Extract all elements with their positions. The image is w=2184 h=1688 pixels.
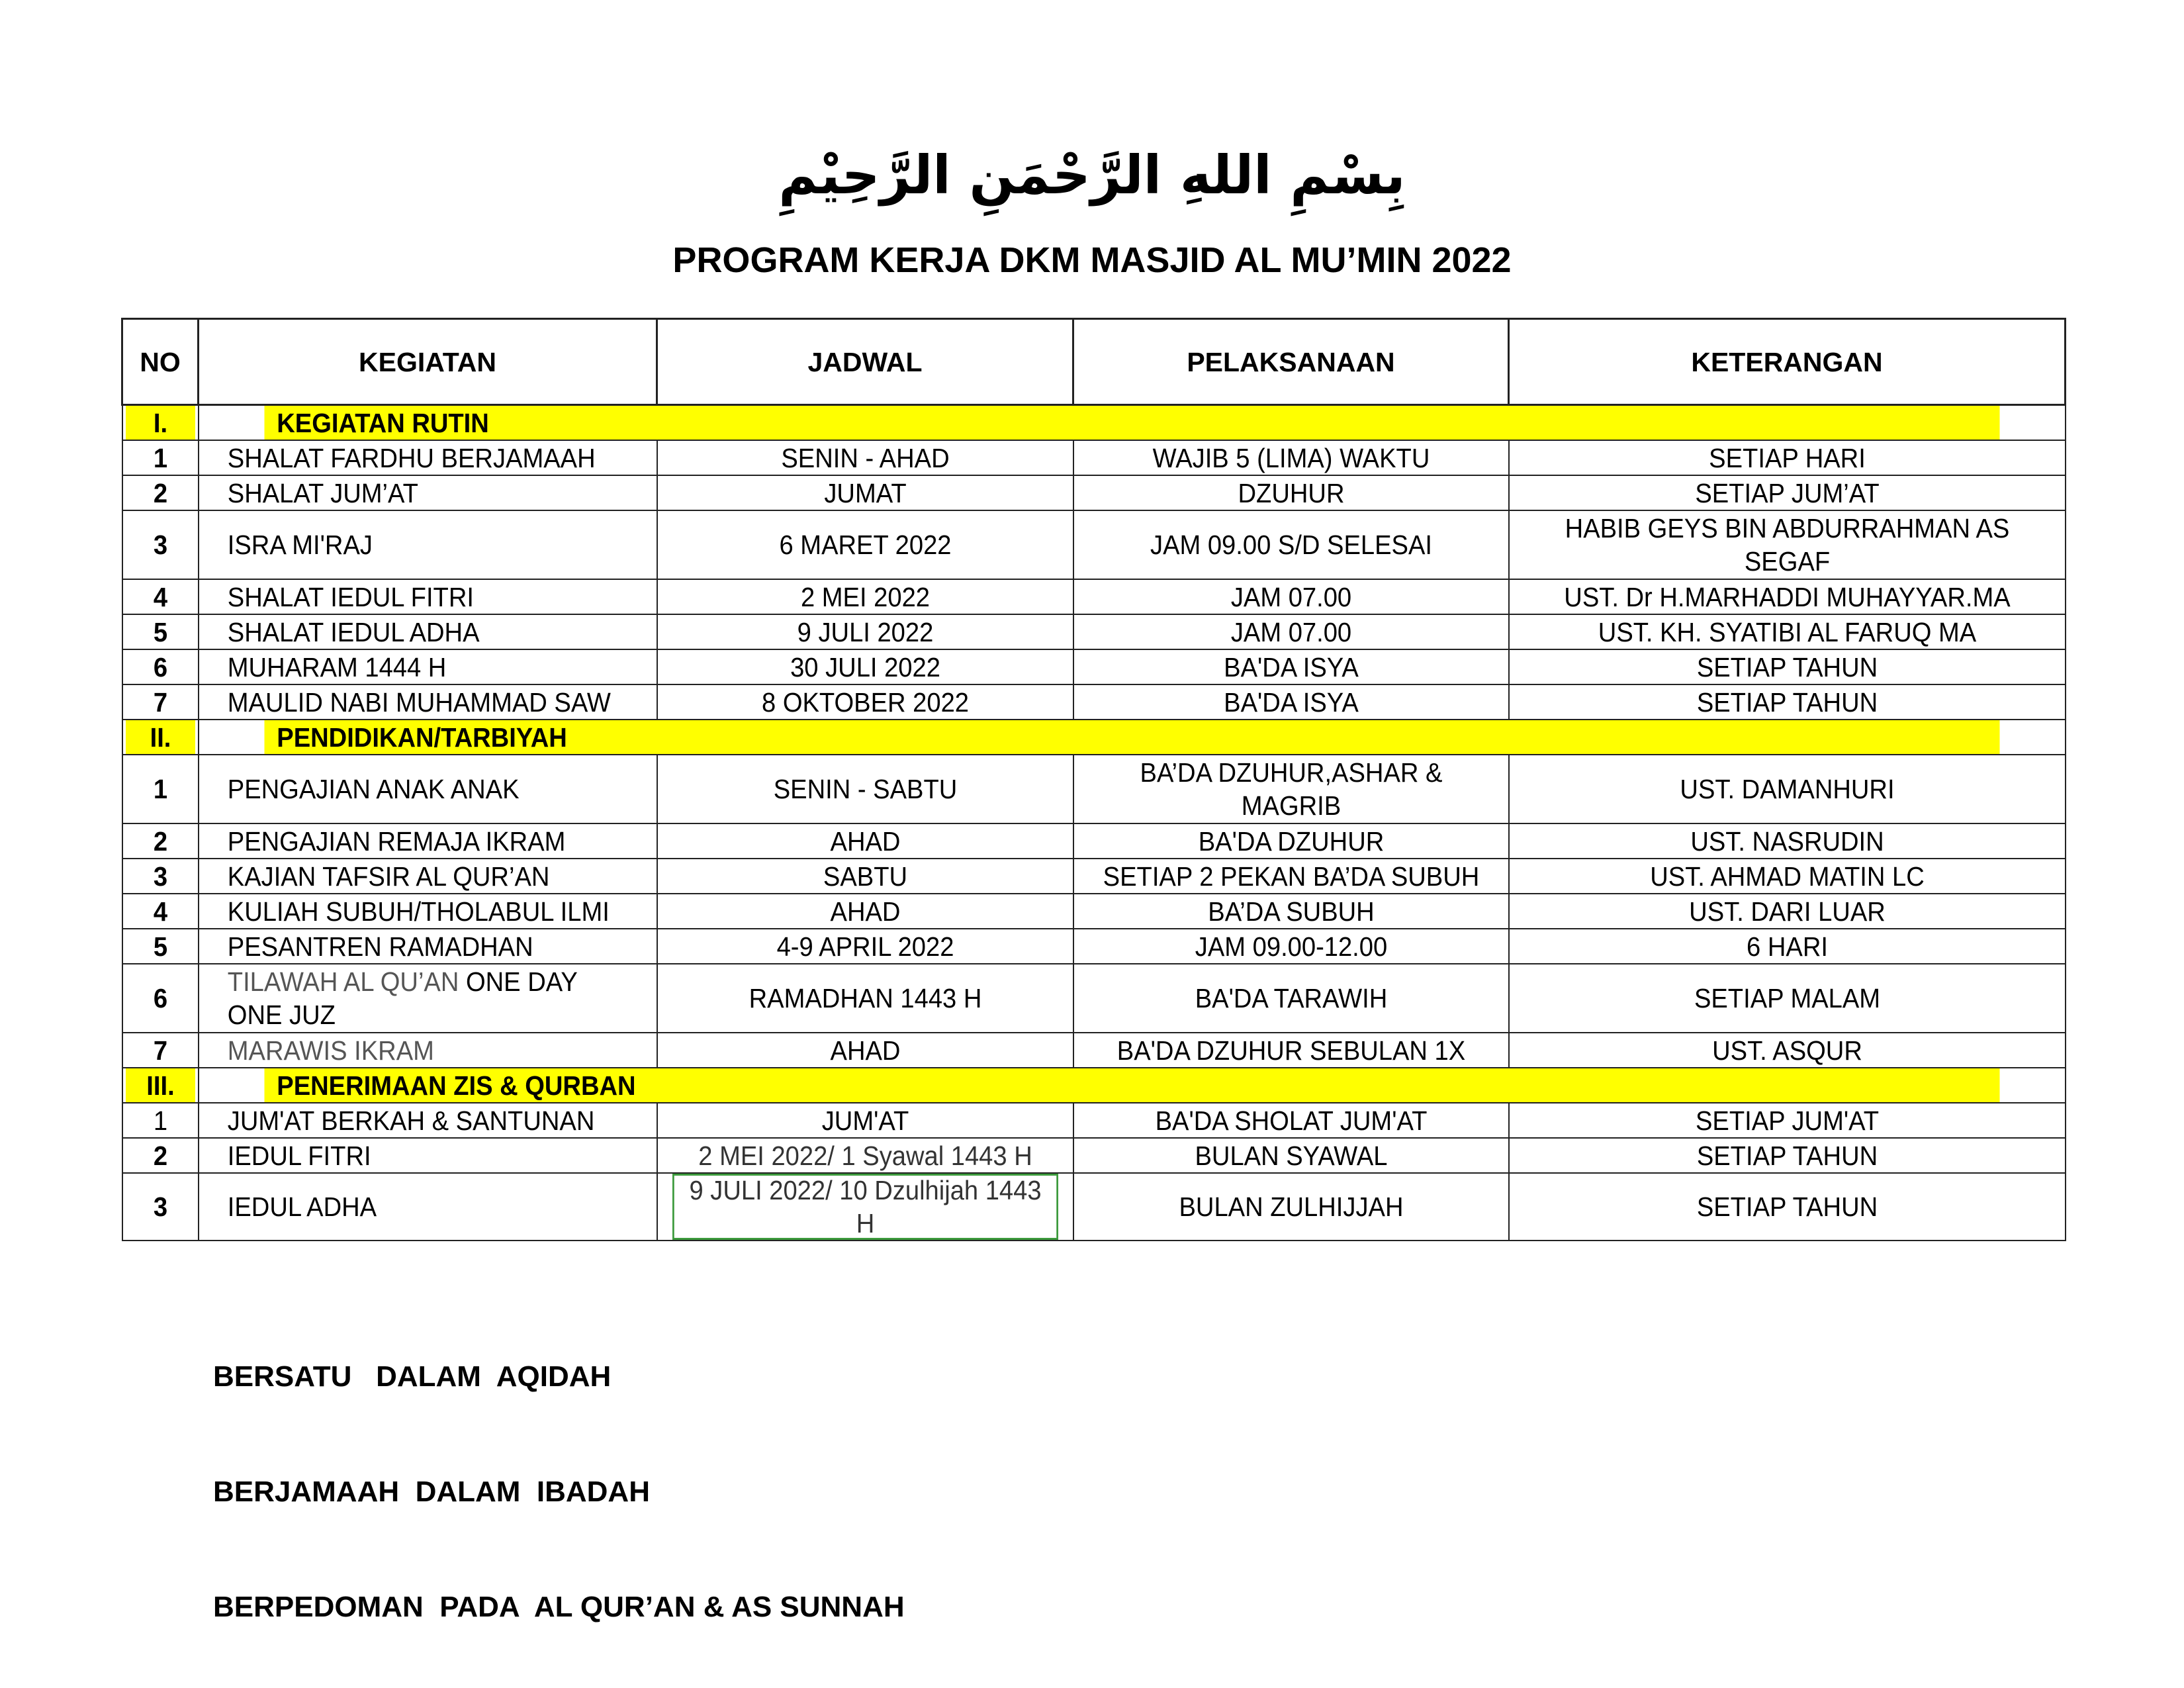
table-row	[122, 475, 2066, 510]
row-kegiatan: SHALAT JUM’AT	[214, 475, 641, 510]
row-pelaksanaan: JAM 09.00-12.00	[1089, 929, 1494, 964]
table-row	[122, 614, 2066, 649]
row-pelaksanaan: BULAN ZULHIJJAH	[1089, 1173, 1494, 1241]
row-kegiatan: MUHARAM 1444 H	[214, 649, 641, 684]
section-number: II.	[125, 720, 196, 755]
row-jadwal: SENIN - SABTU	[672, 755, 1059, 823]
row-keterangan: UST. Dr H.MARHADDI MUHAYYAR.MA	[1528, 579, 2046, 614]
motto-line: BERSATU DALAM AQIDAH	[213, 1360, 612, 1393]
section-title: KEGIATAN RUTIN	[263, 405, 2000, 441]
row-pelaksanaan: BA'DA ISYA	[1089, 649, 1494, 684]
row-jadwal: JUM'AT	[672, 1103, 1059, 1138]
row-pelaksanaan: BA’DA DZUHUR,ASHAR & MAGRIB	[1089, 755, 1494, 823]
row-pelaksanaan: BA'DA DZUHUR SEBULAN 1X	[1089, 1033, 1494, 1068]
row-jadwal: AHAD	[672, 1033, 1059, 1068]
row-keterangan: SETIAP JUM'AT	[1528, 1103, 2046, 1138]
row-jadwal: 30 JULI 2022	[672, 649, 1059, 684]
table-row	[122, 964, 2066, 1033]
section-row-penerimaan	[122, 1068, 2066, 1103]
row-pelaksanaan: WAJIB 5 (LIMA) WAKTU	[1089, 440, 1494, 475]
row-keterangan: UST. KH. SYATIBI AL FARUQ MA	[1528, 614, 2046, 649]
row-jadwal: SABTU	[672, 859, 1059, 894]
row-kegiatan: PENGAJIAN REMAJA IKRAM	[214, 823, 641, 859]
section-row-kegiatan-rutin	[122, 405, 2066, 441]
row-no: 4	[125, 894, 196, 929]
table-row	[122, 1138, 2066, 1173]
row-kegiatan: KULIAH SUBUH/THOLABUL ILMI	[214, 894, 641, 929]
row-pelaksanaan: BA'DA TARAWIH	[1089, 964, 1494, 1033]
row-keterangan: UST. AHMAD MATIN LC	[1528, 859, 2046, 894]
row-kegiatan: PESANTREN RAMADHAN	[214, 929, 641, 964]
table-row	[122, 579, 2066, 614]
row-no: 6	[125, 964, 196, 1033]
table-row	[122, 823, 2066, 859]
row-keterangan: SETIAP JUM’AT	[1528, 475, 2046, 510]
table-row	[122, 684, 2066, 720]
row-kegiatan: JUM'AT BERKAH & SANTUNAN	[214, 1103, 641, 1138]
row-jadwal: RAMADHAN 1443 H	[672, 964, 1059, 1033]
row-kegiatan: PENGAJIAN ANAK ANAK	[214, 755, 641, 823]
row-pelaksanaan: BA'DA DZUHUR	[1089, 823, 1494, 859]
table-row	[122, 929, 2066, 964]
row-pelaksanaan: JAM 09.00 S/D SELESAI	[1089, 510, 1494, 579]
motto-block	[213, 1281, 905, 1665]
row-jadwal: 2 MEI 2022/ 1 Syawal 1443 H	[672, 1138, 1059, 1173]
row-keterangan: SETIAP HARI	[1528, 440, 2046, 475]
kegiatan-part-grey: TILAWAH AL QU’AN	[227, 966, 459, 997]
row-kegiatan: ISRA MI'RAJ	[214, 510, 641, 579]
row-pelaksanaan: JAM 07.00	[1089, 614, 1494, 649]
row-jadwal: SENIN - AHAD	[672, 440, 1059, 475]
kegiatan-part: ONE DAY ONE JUZ	[227, 966, 577, 1030]
row-pelaksanaan: BA’DA SUBUH	[1089, 894, 1494, 929]
row-kegiatan: SHALAT IEDUL ADHA	[214, 614, 641, 649]
row-kegiatan: IEDUL ADHA	[214, 1173, 641, 1241]
row-kegiatan	[214, 964, 641, 1033]
row-no: 6	[125, 649, 196, 684]
row-keterangan: SETIAP TAHUN	[1528, 1173, 2046, 1241]
table-row	[122, 1173, 2066, 1241]
row-jadwal: 8 OKTOBER 2022	[672, 684, 1059, 720]
section-row-pendidikan	[122, 720, 2066, 755]
program-table	[121, 318, 2066, 1241]
row-no: 3	[125, 510, 196, 579]
row-jadwal-selected-cell[interactable]: 9 JULI 2022/ 10 Dzulhijah 1443 H	[672, 1173, 1059, 1241]
row-no: 5	[125, 929, 196, 964]
row-pelaksanaan: SETIAP 2 PEKAN BA’DA SUBUH	[1089, 859, 1494, 894]
row-pelaksanaan: BULAN SYAWAL	[1089, 1138, 1494, 1173]
section-title: PENDIDIKAN/TARBIYAH	[263, 720, 2000, 755]
section-number: III.	[125, 1068, 196, 1103]
table-header-row	[122, 319, 2066, 405]
table-row	[122, 649, 2066, 684]
header-kegiatan: KEGIATAN	[199, 319, 657, 405]
row-kegiatan: KAJIAN TAFSIR AL QUR’AN	[214, 859, 641, 894]
header-pelaksanaan: PELAKSANAAN	[1073, 319, 1509, 405]
header-jadwal: JADWAL	[657, 319, 1073, 405]
table-row	[122, 440, 2066, 475]
bismillah-heading: بِسْمِ اللهِ الرَّحْمَنِ الرَّحِيْمِ	[778, 144, 1406, 206]
row-keterangan: HABIB GEYS BIN ABDURRAHMAN AS SEGAF	[1528, 510, 2046, 579]
row-kegiatan: MARAWIS IKRAM	[214, 1033, 641, 1068]
row-keterangan: UST. DARI LUAR	[1528, 894, 2046, 929]
row-pelaksanaan: JAM 07.00	[1089, 579, 1494, 614]
row-jadwal: JUMAT	[672, 475, 1059, 510]
row-pelaksanaan: BA'DA ISYA	[1089, 684, 1494, 720]
row-kegiatan: SHALAT FARDHU BERJAMAAH	[214, 440, 641, 475]
row-no: 2	[125, 823, 196, 859]
header-no: NO	[122, 319, 199, 405]
row-pelaksanaan: BA'DA SHOLAT JUM'AT	[1089, 1103, 1494, 1138]
table-row	[122, 1033, 2066, 1068]
table-row	[122, 755, 2066, 823]
row-no: 3	[125, 859, 196, 894]
row-jadwal: 9 JULI 2022	[672, 614, 1059, 649]
row-kegiatan: MAULID NABI MUHAMMAD SAW	[214, 684, 641, 720]
row-no: 2	[125, 475, 196, 510]
row-no: 7	[125, 684, 196, 720]
row-jadwal: 2 MEI 2022	[672, 579, 1059, 614]
row-no: 7	[125, 1033, 196, 1068]
row-no: 2	[125, 1138, 196, 1173]
row-no: 3	[125, 1173, 196, 1241]
table-row	[122, 510, 2066, 579]
row-pelaksanaan: DZUHUR	[1089, 475, 1494, 510]
row-no: 5	[125, 614, 196, 649]
row-no: 1	[125, 755, 196, 823]
row-keterangan: SETIAP TAHUN	[1528, 649, 2046, 684]
table-row	[122, 859, 2066, 894]
motto-line: BERPEDOMAN PADA AL QUR’AN & AS SUNNAH	[213, 1591, 905, 1623]
section-number: I.	[125, 405, 196, 441]
row-kegiatan: IEDUL FITRI	[214, 1138, 641, 1173]
row-kegiatan: SHALAT IEDUL FITRI	[214, 579, 641, 614]
row-jadwal: AHAD	[672, 823, 1059, 859]
row-no: 1	[125, 1103, 196, 1138]
row-keterangan: UST. DAMANHURI	[1528, 755, 2046, 823]
header-keterangan: KETERANGAN	[1509, 319, 2066, 405]
row-keterangan: UST. NASRUDIN	[1528, 823, 2046, 859]
row-no: 4	[125, 579, 196, 614]
table-row	[122, 894, 2066, 929]
section-title: PENERIMAAN ZIS & QURBAN	[263, 1068, 2000, 1103]
row-jadwal: AHAD	[672, 894, 1059, 929]
page-title: PROGRAM KERJA DKM MASJID AL MU’MIN 2022	[672, 240, 1512, 280]
row-jadwal: 4-9 APRIL 2022	[672, 929, 1059, 964]
motto-line: BERJAMAAH DALAM IBADAH	[213, 1476, 650, 1508]
row-jadwal: 6 MARET 2022	[672, 510, 1059, 579]
table-row	[122, 1103, 2066, 1138]
row-keterangan: SETIAP MALAM	[1528, 964, 2046, 1033]
row-keterangan: 6 HARI	[1528, 929, 2046, 964]
row-no: 1	[125, 440, 196, 475]
row-keterangan: SETIAP TAHUN	[1528, 684, 2046, 720]
row-keterangan: UST. ASQUR	[1528, 1033, 2046, 1068]
row-keterangan: SETIAP TAHUN	[1528, 1138, 2046, 1173]
